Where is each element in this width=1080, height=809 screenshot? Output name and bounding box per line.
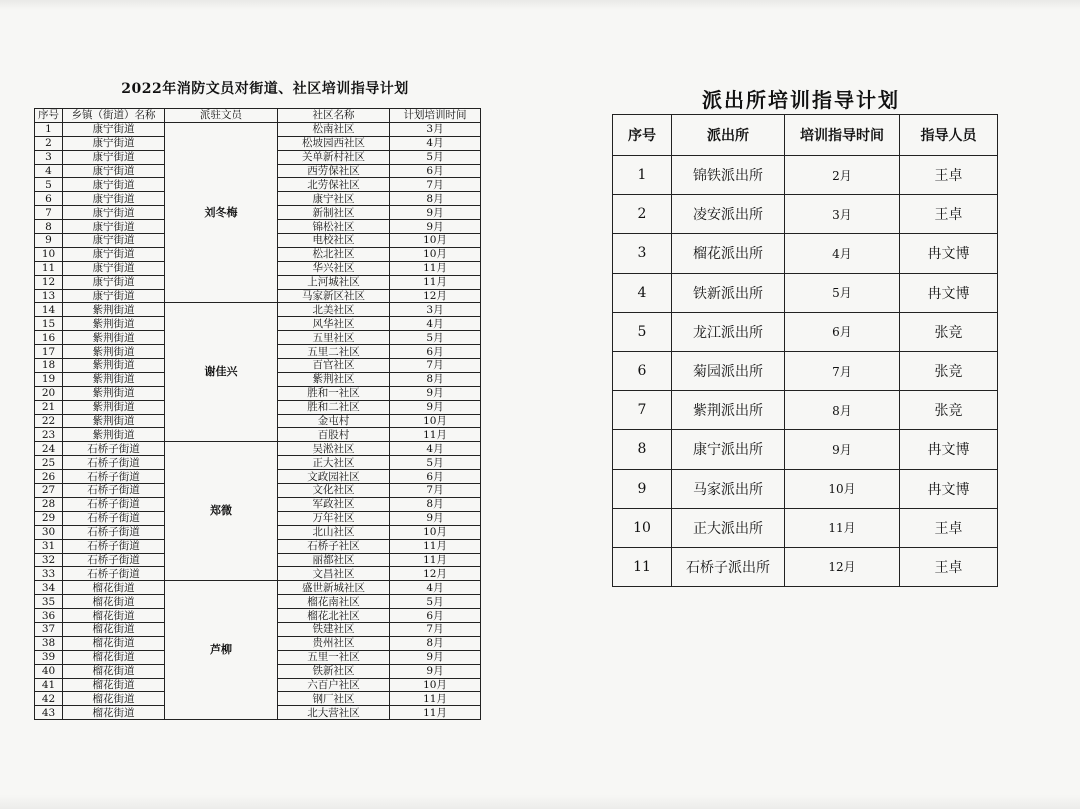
station-name: 紫荆派出所 — [672, 391, 785, 430]
training-time: 9月 — [390, 386, 481, 400]
row-number: 30 — [35, 525, 63, 539]
table-row — [613, 234, 998, 273]
table-row — [613, 273, 998, 312]
row-number: 38 — [35, 636, 63, 650]
street-community-training-table — [34, 108, 481, 720]
training-time: 5月 — [390, 331, 481, 345]
instructor-name: 王卓 — [900, 156, 998, 195]
community-name: 胜和二社区 — [278, 400, 390, 414]
community-name: 松北社区 — [278, 247, 390, 261]
community-name: 紫荆社区 — [278, 372, 390, 386]
street-name: 紫荆街道 — [63, 359, 165, 373]
row-number: 5 — [613, 312, 672, 351]
instructor-name: 张竞 — [900, 391, 998, 430]
training-time: 5月 — [390, 595, 481, 609]
row-number: 17 — [35, 345, 63, 359]
left-table-body — [35, 122, 481, 719]
instructor-name: 王卓 — [900, 547, 998, 586]
station-name: 榴花派出所 — [672, 234, 785, 273]
left-table-title: 2022年消防文员对街道、社区培训指导计划 — [121, 81, 409, 97]
row-number: 34 — [35, 581, 63, 595]
street-name: 榴花街道 — [63, 706, 165, 720]
community-name: 军政社区 — [278, 497, 390, 511]
assigned-officer: 刘冬梅 — [165, 122, 278, 303]
row-number: 9 — [35, 234, 63, 248]
training-time: 7月 — [785, 351, 900, 390]
row-number: 12 — [35, 275, 63, 289]
community-name: 贵州社区 — [278, 636, 390, 650]
street-name: 康宁街道 — [63, 150, 165, 164]
community-name: 石桥子社区 — [278, 539, 390, 553]
community-name: 上河城社区 — [278, 275, 390, 289]
training-time: 9月 — [390, 664, 481, 678]
row-number: 1 — [613, 156, 672, 195]
street-name: 紫荆街道 — [63, 317, 165, 331]
row-number: 6 — [613, 351, 672, 390]
community-name: 电校社区 — [278, 234, 390, 248]
training-time: 10月 — [390, 234, 481, 248]
station-name: 铁新派出所 — [672, 273, 785, 312]
street-name: 康宁街道 — [63, 234, 165, 248]
row-number: 31 — [35, 539, 63, 553]
community-name: 风华社区 — [278, 317, 390, 331]
training-time: 2月 — [785, 156, 900, 195]
community-name: 金屯村 — [278, 414, 390, 428]
training-time: 6月 — [390, 470, 481, 484]
community-name: 盛世新城社区 — [278, 581, 390, 595]
row-number: 25 — [35, 456, 63, 470]
training-time: 10月 — [390, 525, 481, 539]
training-time: 9月 — [390, 220, 481, 234]
street-name: 石桥子街道 — [63, 539, 165, 553]
training-time: 8月 — [390, 636, 481, 650]
community-name: 五里二社区 — [278, 345, 390, 359]
community-name: 关单新村社区 — [278, 150, 390, 164]
row-number: 35 — [35, 595, 63, 609]
street-name: 榴花街道 — [63, 609, 165, 623]
row-number: 40 — [35, 664, 63, 678]
street-name: 康宁街道 — [63, 178, 165, 192]
training-time: 8月 — [390, 372, 481, 386]
table-row — [35, 581, 481, 595]
training-time: 9月 — [390, 206, 481, 220]
training-time: 6月 — [390, 345, 481, 359]
community-name: 丽都社区 — [278, 553, 390, 567]
scan-edge-bottom — [0, 795, 1080, 809]
row-number: 16 — [35, 331, 63, 345]
street-name: 榴花街道 — [63, 581, 165, 595]
header-no: 序号 — [35, 109, 63, 123]
training-time: 3月 — [390, 122, 481, 136]
street-name: 紫荆街道 — [63, 345, 165, 359]
row-number: 6 — [35, 192, 63, 206]
table-row — [613, 351, 998, 390]
station-name: 菊园派出所 — [672, 351, 785, 390]
row-number: 2 — [613, 195, 672, 234]
table-row — [613, 508, 998, 547]
street-name: 康宁街道 — [63, 164, 165, 178]
row-number: 28 — [35, 497, 63, 511]
training-time: 8月 — [785, 391, 900, 430]
row-number: 4 — [613, 273, 672, 312]
row-number: 1 — [35, 122, 63, 136]
community-name: 马家新区社区 — [278, 289, 390, 303]
table-row — [613, 391, 998, 430]
training-time: 12月 — [390, 289, 481, 303]
community-name: 钢厂社区 — [278, 692, 390, 706]
row-number: 23 — [35, 428, 63, 442]
training-time: 11月 — [390, 692, 481, 706]
training-time: 11月 — [390, 539, 481, 553]
row-number: 10 — [35, 247, 63, 261]
row-number: 11 — [613, 547, 672, 586]
training-time: 7月 — [390, 359, 481, 373]
community-name: 百股村 — [278, 428, 390, 442]
community-name: 锦松社区 — [278, 220, 390, 234]
training-time: 11月 — [390, 428, 481, 442]
street-name: 紫荆街道 — [63, 414, 165, 428]
community-name: 松南社区 — [278, 122, 390, 136]
training-time: 11月 — [390, 261, 481, 275]
row-number: 4 — [35, 164, 63, 178]
row-number: 39 — [35, 650, 63, 664]
row-number: 14 — [35, 303, 63, 317]
training-time: 8月 — [390, 192, 481, 206]
row-number: 29 — [35, 511, 63, 525]
header-station: 派出所 — [672, 115, 785, 156]
community-name: 西劳保社区 — [278, 164, 390, 178]
training-time: 5月 — [390, 456, 481, 470]
training-time: 10月 — [390, 414, 481, 428]
station-name: 锦铁派出所 — [672, 156, 785, 195]
community-name: 北大营社区 — [278, 706, 390, 720]
street-name: 康宁街道 — [63, 136, 165, 150]
row-number: 13 — [35, 289, 63, 303]
training-time: 9月 — [390, 400, 481, 414]
street-name: 康宁街道 — [63, 220, 165, 234]
street-name: 紫荆街道 — [63, 428, 165, 442]
table-row — [613, 547, 998, 586]
street-name: 石桥子街道 — [63, 511, 165, 525]
street-name: 榴花街道 — [63, 650, 165, 664]
street-name: 榴花街道 — [63, 692, 165, 706]
training-time: 3月 — [390, 303, 481, 317]
table-row — [613, 312, 998, 351]
street-name: 石桥子街道 — [63, 525, 165, 539]
training-time: 9月 — [390, 511, 481, 525]
community-name: 榴花南社区 — [278, 595, 390, 609]
training-time: 7月 — [390, 484, 481, 498]
row-number: 42 — [35, 692, 63, 706]
training-time: 12月 — [390, 567, 481, 581]
instructor-name: 冉文博 — [900, 234, 998, 273]
row-number: 36 — [35, 609, 63, 623]
table-row — [35, 122, 481, 136]
header-officer: 派驻文员 — [165, 109, 278, 123]
training-time: 5月 — [390, 150, 481, 164]
training-time: 8月 — [390, 497, 481, 511]
scan-edge-top — [0, 0, 1080, 10]
row-number: 11 — [35, 261, 63, 275]
street-name: 榴花街道 — [63, 636, 165, 650]
community-name: 五里一社区 — [278, 650, 390, 664]
instructor-name: 冉文博 — [900, 430, 998, 469]
training-time: 4月 — [785, 234, 900, 273]
community-name: 松坡园西社区 — [278, 136, 390, 150]
community-name: 五里社区 — [278, 331, 390, 345]
row-number: 24 — [35, 442, 63, 456]
street-name: 石桥子街道 — [63, 442, 165, 456]
community-name: 文政园社区 — [278, 470, 390, 484]
instructor-name: 张竞 — [900, 351, 998, 390]
row-number: 33 — [35, 567, 63, 581]
training-time: 7月 — [390, 178, 481, 192]
street-name: 康宁街道 — [63, 206, 165, 220]
community-name: 北劳保社区 — [278, 178, 390, 192]
training-time: 10月 — [390, 247, 481, 261]
table-header-row — [613, 115, 998, 156]
community-name: 胜和一社区 — [278, 386, 390, 400]
station-name: 凌安派出所 — [672, 195, 785, 234]
street-name: 紫荆街道 — [63, 372, 165, 386]
training-time: 11月 — [785, 508, 900, 547]
station-name: 马家派出所 — [672, 469, 785, 508]
row-number: 20 — [35, 386, 63, 400]
street-name: 康宁街道 — [63, 122, 165, 136]
station-name: 正大派出所 — [672, 508, 785, 547]
street-name: 康宁街道 — [63, 275, 165, 289]
community-name: 六百户社区 — [278, 678, 390, 692]
street-name: 石桥子街道 — [63, 497, 165, 511]
community-name: 北美社区 — [278, 303, 390, 317]
police-station-training-table — [612, 114, 998, 587]
community-name: 康宁社区 — [278, 192, 390, 206]
community-name: 北山社区 — [278, 525, 390, 539]
row-number: 7 — [613, 391, 672, 430]
row-number: 41 — [35, 678, 63, 692]
assigned-officer: 谢佳兴 — [165, 303, 278, 442]
row-number: 43 — [35, 706, 63, 720]
station-name: 康宁派出所 — [672, 430, 785, 469]
row-number: 8 — [35, 220, 63, 234]
row-number: 26 — [35, 470, 63, 484]
right-table-title: 派出所培训指导计划 — [702, 88, 900, 112]
row-number: 9 — [613, 469, 672, 508]
community-name: 铁新社区 — [278, 664, 390, 678]
row-number: 7 — [35, 206, 63, 220]
street-name: 榴花街道 — [63, 595, 165, 609]
row-number: 21 — [35, 400, 63, 414]
assigned-officer: 芦柳 — [165, 581, 278, 720]
row-number: 3 — [613, 234, 672, 273]
community-name: 铁建社区 — [278, 622, 390, 636]
table-row — [613, 156, 998, 195]
row-number: 19 — [35, 372, 63, 386]
training-time: 11月 — [390, 553, 481, 567]
training-time: 4月 — [390, 136, 481, 150]
street-name: 石桥子街道 — [63, 567, 165, 581]
station-name: 龙江派出所 — [672, 312, 785, 351]
row-number: 18 — [35, 359, 63, 373]
training-time: 6月 — [390, 609, 481, 623]
training-time: 10月 — [785, 469, 900, 508]
header-staff: 指导人员 — [900, 115, 998, 156]
instructor-name: 张竞 — [900, 312, 998, 351]
row-number: 15 — [35, 317, 63, 331]
street-name: 紫荆街道 — [63, 386, 165, 400]
table-row — [613, 195, 998, 234]
training-time: 9月 — [390, 650, 481, 664]
station-name: 石桥子派出所 — [672, 547, 785, 586]
street-name: 石桥子街道 — [63, 470, 165, 484]
street-name: 紫荆街道 — [63, 331, 165, 345]
community-name: 正大社区 — [278, 456, 390, 470]
community-name: 新制社区 — [278, 206, 390, 220]
street-name: 榴花街道 — [63, 678, 165, 692]
street-name: 康宁街道 — [63, 261, 165, 275]
street-name: 康宁街道 — [63, 289, 165, 303]
instructor-name: 王卓 — [900, 195, 998, 234]
training-time: 4月 — [390, 581, 481, 595]
street-name: 康宁街道 — [63, 247, 165, 261]
right-table-body — [613, 156, 998, 587]
training-time: 3月 — [785, 195, 900, 234]
row-number: 3 — [35, 150, 63, 164]
instructor-name: 冉文博 — [900, 273, 998, 312]
row-number: 8 — [613, 430, 672, 469]
community-name: 榴花北社区 — [278, 609, 390, 623]
community-name: 万年社区 — [278, 511, 390, 525]
training-time: 11月 — [390, 706, 481, 720]
row-number: 37 — [35, 622, 63, 636]
street-name: 石桥子街道 — [63, 553, 165, 567]
row-number: 32 — [35, 553, 63, 567]
training-time: 4月 — [390, 442, 481, 456]
table-row — [613, 469, 998, 508]
row-number: 2 — [35, 136, 63, 150]
street-name: 榴花街道 — [63, 622, 165, 636]
training-time: 6月 — [390, 164, 481, 178]
table-row — [613, 430, 998, 469]
training-time: 9月 — [785, 430, 900, 469]
community-name: 文化社区 — [278, 484, 390, 498]
row-number: 27 — [35, 484, 63, 498]
training-time: 12月 — [785, 547, 900, 586]
row-number: 5 — [35, 178, 63, 192]
training-time: 5月 — [785, 273, 900, 312]
community-name: 文昌社区 — [278, 567, 390, 581]
community-name: 吴淞社区 — [278, 442, 390, 456]
table-row — [35, 442, 481, 456]
training-time: 6月 — [785, 312, 900, 351]
header-time: 计划培训时间 — [390, 109, 481, 123]
street-name: 康宁街道 — [63, 192, 165, 206]
header-no: 序号 — [613, 115, 672, 156]
header-time: 培训指导时间 — [785, 115, 900, 156]
header-street: 乡镇（街道）名称 — [63, 109, 165, 123]
training-time: 4月 — [390, 317, 481, 331]
training-time: 10月 — [390, 678, 481, 692]
street-name: 榴花街道 — [63, 664, 165, 678]
training-time: 11月 — [390, 275, 481, 289]
street-name: 石桥子街道 — [63, 456, 165, 470]
header-community: 社区名称 — [278, 109, 390, 123]
row-number: 22 — [35, 414, 63, 428]
community-name: 百官社区 — [278, 359, 390, 373]
community-name: 华兴社区 — [278, 261, 390, 275]
row-number: 10 — [613, 508, 672, 547]
assigned-officer: 郑微 — [165, 442, 278, 581]
instructor-name: 王卓 — [900, 508, 998, 547]
table-header-row — [35, 109, 481, 123]
street-name: 紫荆街道 — [63, 303, 165, 317]
street-name: 紫荆街道 — [63, 400, 165, 414]
instructor-name: 冉文博 — [900, 469, 998, 508]
training-time: 7月 — [390, 622, 481, 636]
street-name: 石桥子街道 — [63, 484, 165, 498]
table-row — [35, 303, 481, 317]
